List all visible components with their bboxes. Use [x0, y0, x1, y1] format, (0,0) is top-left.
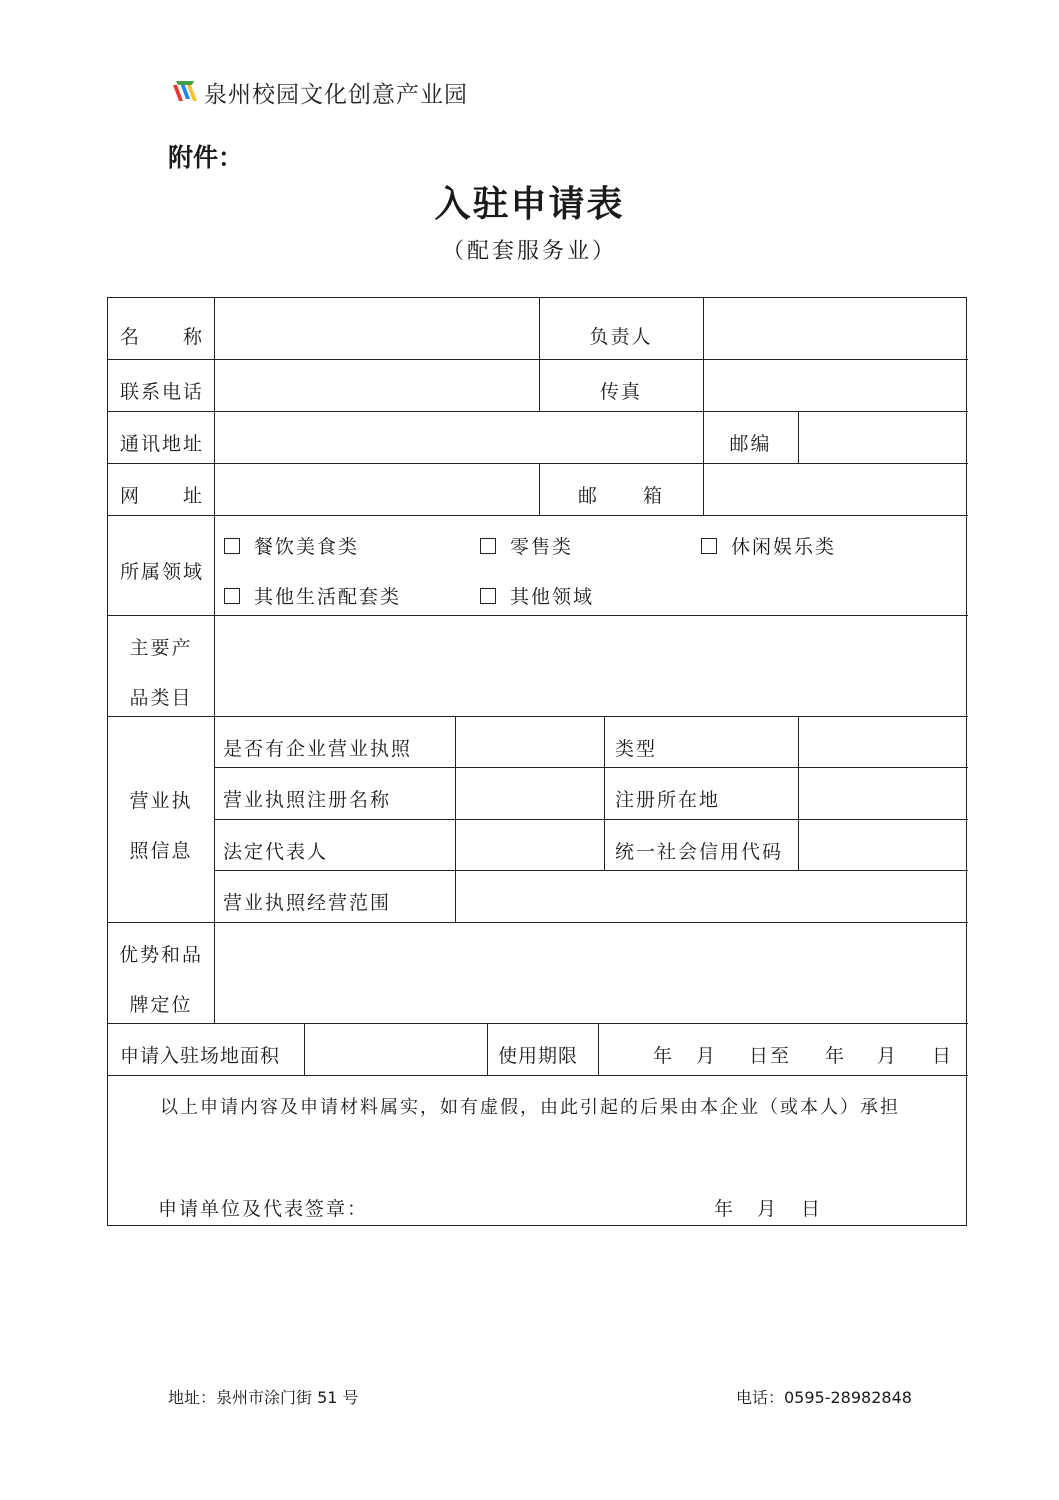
term-end-month: 月 [877, 1045, 899, 1067]
label-char: 称 [182, 326, 202, 348]
field-option-other[interactable] [480, 585, 594, 609]
area-input[interactable] [306, 1025, 485, 1073]
label-char: 网 [120, 485, 140, 507]
checkbox[interactable] [480, 538, 496, 554]
page-title: 入驻申请表 [434, 183, 625, 225]
has-license-label: 是否有企业营业执照 [223, 738, 413, 760]
field-option-leisure[interactable] [701, 535, 836, 559]
term-start-year: 年 [653, 1045, 675, 1067]
field-option-other-living[interactable] [224, 585, 401, 609]
legal-rep-input[interactable] [457, 821, 602, 869]
advantage-textarea[interactable] [216, 924, 966, 1021]
area-label: 申请入驻场地面积 [120, 1045, 281, 1067]
declaration-text: 以上申请内容及申请材料属实，如有虚假，由此引起的后果由本企业（或本人）承担 [160, 1097, 900, 1118]
field-option-label: 其他领域 [510, 586, 595, 608]
legal-rep-label: 法定代表人 [223, 841, 329, 863]
field-option-label: 餐饮美食类 [254, 536, 360, 558]
phone-label: 联系电话 [120, 381, 205, 403]
sign-day: 日 [801, 1198, 823, 1220]
has-license-input[interactable] [457, 718, 602, 766]
park-logo-icon [170, 77, 200, 107]
license-label-line1: 营业执 [129, 790, 193, 812]
label-char: 址 [182, 485, 202, 507]
reg-location-label: 注册所在地 [615, 789, 721, 811]
email-input[interactable] [705, 465, 966, 513]
fax-input[interactable] [705, 361, 966, 409]
website-label [120, 484, 202, 508]
name-label [120, 325, 202, 349]
field-option-label: 零售类 [510, 536, 574, 558]
advantage-label-line1: 优势和品 [118, 944, 203, 966]
phone-input[interactable] [216, 361, 537, 409]
address-input[interactable] [216, 413, 701, 461]
reg-location-input[interactable] [800, 769, 966, 817]
name-input[interactable] [216, 300, 537, 358]
signature-area[interactable] [368, 1178, 688, 1222]
reg-name-label: 营业执照注册名称 [223, 789, 392, 811]
term-label: 使用期限 [498, 1045, 579, 1067]
header [170, 72, 468, 112]
checkbox[interactable] [224, 538, 240, 554]
footer-address: 地址：泉州市涂门街 51 号 [168, 1388, 359, 1407]
field-option-label: 其他生活配套类 [254, 586, 402, 608]
postcode-input[interactable] [800, 413, 966, 461]
field-option-retail[interactable] [480, 535, 573, 559]
type-input[interactable] [800, 718, 966, 766]
field-label: 所属领域 [120, 561, 205, 583]
checkbox[interactable] [701, 538, 717, 554]
field-option-label: 休闲娱乐类 [731, 536, 837, 558]
sign-year: 年 [714, 1198, 736, 1220]
reg-name-input[interactable] [457, 769, 602, 817]
park-name: 泉州校园文化创意产业园 [204, 81, 468, 108]
application-form [107, 297, 967, 1226]
products-label-line1: 主要产 [129, 637, 193, 659]
type-label: 类型 [615, 738, 658, 760]
page-subtitle: （配套服务业） [441, 239, 617, 264]
email-label [578, 484, 662, 508]
signature-label: 申请单位及代表签章： [158, 1198, 369, 1220]
footer-phone: 电话：0595-28982848 [736, 1388, 912, 1407]
term-start-day-to: 日至 [749, 1045, 792, 1067]
principal-input[interactable] [705, 300, 966, 358]
sign-month: 月 [757, 1198, 779, 1220]
term-end-year: 年 [825, 1045, 847, 1067]
credit-code-label: 统一社会信用代码 [615, 841, 784, 863]
checkbox[interactable] [480, 588, 496, 604]
label-char: 邮 [578, 485, 598, 507]
term-end-day: 日 [932, 1045, 954, 1067]
label-char: 箱 [642, 485, 662, 507]
checkbox[interactable] [224, 588, 240, 604]
field-option-catering[interactable] [224, 535, 359, 559]
address-label: 通讯地址 [120, 433, 205, 455]
postcode-label: 邮编 [729, 433, 772, 455]
website-input[interactable] [216, 465, 537, 513]
products-textarea[interactable] [216, 617, 966, 714]
attachment-label: 附件： [168, 143, 244, 172]
business-scope-label: 营业执照经营范围 [223, 892, 392, 914]
business-scope-input[interactable] [457, 872, 966, 920]
principal-label: 负责人 [589, 326, 653, 348]
credit-code-input[interactable] [800, 821, 966, 869]
fax-label: 传真 [599, 381, 642, 403]
advantage-label-line2: 牌定位 [129, 994, 193, 1016]
license-label-line2: 照信息 [129, 840, 193, 862]
term-start-month: 月 [696, 1045, 718, 1067]
products-label-line2: 品类目 [129, 687, 193, 709]
label-char: 名 [120, 326, 140, 348]
